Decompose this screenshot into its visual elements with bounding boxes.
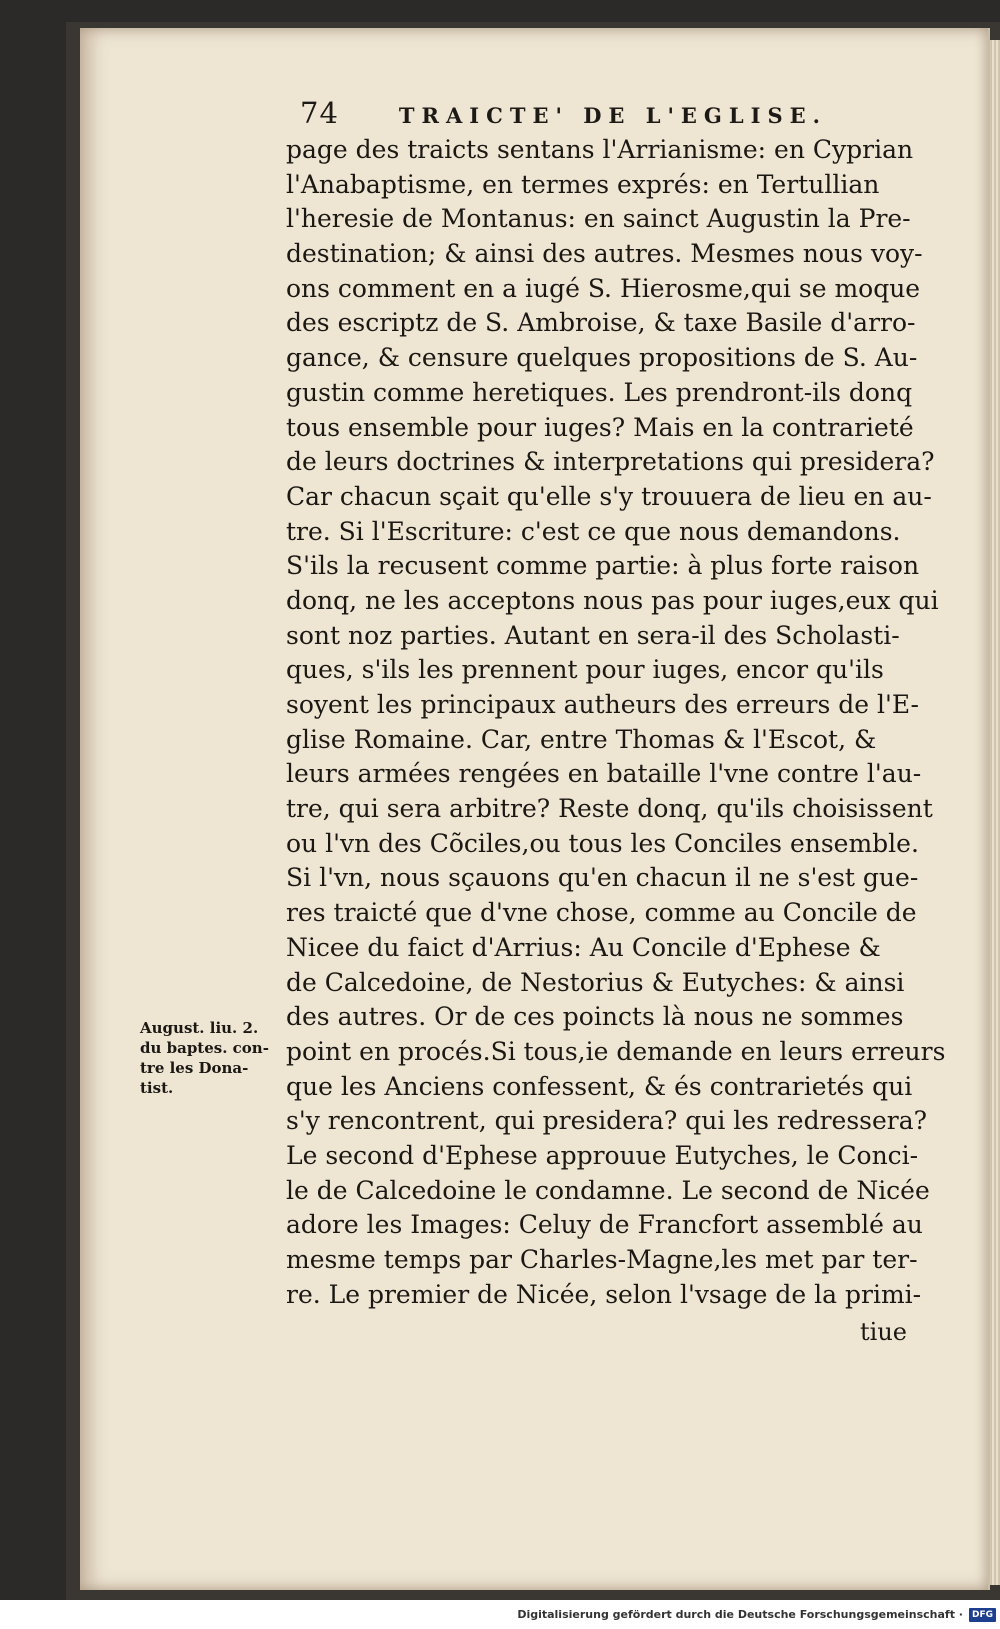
- text-line: adore les Images: Celuy de Francfort assemblé au: [286, 1210, 923, 1240]
- text-line: leurs armées rengées en bataille l'vne contre l'au-: [286, 759, 922, 789]
- text-line: S'ils la recusent comme partie: à plus forte raison: [286, 551, 920, 581]
- text-line: Si l'vn, nous sçauons qu'en chacun il ne s'est gue-: [286, 863, 919, 893]
- footer-bar: [0, 1600, 1000, 1629]
- page-number: 74: [300, 96, 339, 130]
- marginal-note: [140, 1018, 268, 1098]
- text-line: s'y rencontrent, qui presidera? qui les redressera?: [286, 1106, 928, 1136]
- text-line: tre, qui sera arbitre? Reste donq, qu'ils choisissent: [286, 794, 933, 824]
- text-line: tous ensemble pour iuges? Mais en la contrarieté: [286, 412, 914, 442]
- text-line: de leurs doctrines & interpretations qui presidera?: [286, 447, 935, 477]
- text-line: gance, & censure quelques propositions de S. Au-: [286, 343, 918, 373]
- text-line: des autres. Or de ces poincts là nous ne sommes: [286, 1002, 904, 1032]
- marginal-note-line: du baptes. con-: [140, 1039, 269, 1057]
- text-line: page des traicts sentans l'Arrianisme: en Cyprian: [286, 135, 914, 164]
- marginal-note-line: August. liu. 2.: [140, 1019, 259, 1037]
- text-line: destination; & ainsi des autres. Mesmes nous voy-: [286, 239, 923, 269]
- text-line: point en procés.Si tous,ie demande en leurs erreurs: [286, 1036, 946, 1066]
- footer-credit: Digitalisierung gefördert durch die Deutsche Forschungsgemeinschaft ·: [517, 1608, 963, 1621]
- text-line: tre. Si l'Escriture: c'est ce que nous demandons.: [286, 516, 901, 546]
- catchword: tiue: [860, 1318, 907, 1346]
- text-line: que les Anciens confessent, & és contrarietés qui: [286, 1071, 913, 1101]
- text-line: ques, s'ils les prennent pour iuges, encor qu'ils: [286, 655, 884, 685]
- text-line: re. Le premier de Nicée, selon l'vsage de la primi-: [286, 1279, 922, 1309]
- text-line: Le second d'Ephese approuue Eutyches, le Conci-: [286, 1140, 919, 1170]
- text-line: soyent les principaux autheurs des erreurs de l'E-: [286, 690, 920, 719]
- text-line: des escriptz de S. Ambroise, & taxe Basile d'arro-: [286, 308, 916, 338]
- text-line: l'heresie de Montanus: en sainct Augustin la Pre-: [286, 204, 911, 234]
- running-head: [300, 96, 860, 130]
- running-title: TRAICTE' DE L'EGLISE.: [398, 103, 827, 128]
- marginal-note-line: tre les Dona-: [140, 1059, 249, 1077]
- text-line: mesme temps par Charles-Magne,les met par ter-: [286, 1245, 918, 1274]
- text-line: le de Calcedoine le condamne. Le second de Nicée: [286, 1175, 930, 1205]
- text-line: glise Romaine. Car, entre Thomas & l'Escot, &: [286, 724, 877, 754]
- text-line: de Calcedoine, de Nestorius & Eutyches: & ainsi: [286, 967, 905, 997]
- text-line: sont noz parties. Autant en sera-il des Scholasti-: [286, 620, 900, 650]
- text-line: ons comment en a iugé S. Hierosme,qui se moque: [286, 273, 921, 303]
- text-line: l'Anabaptisme, en termes exprés: en Tertullian: [286, 169, 880, 199]
- text-line: res traicté que d'vne chose, comme au Concile de: [286, 898, 917, 928]
- text-line: Car chacun sçait qu'elle s'y trouuera de lieu en au-: [286, 481, 932, 511]
- text-line: donq, ne les acceptons nous pas pour iuges,eux qui: [286, 585, 939, 615]
- marginal-note-line: tist.: [140, 1079, 174, 1097]
- text-line: gustin comme heretiques. Les prendront-ils donq: [286, 377, 913, 407]
- body-text: [286, 133, 958, 1312]
- text-line: ou l'vn des Cõciles,ou tous les Conciles ensemble.: [286, 828, 919, 858]
- text-line: Nicee du faict d'Arrius: Au Concile d'Ephese &: [286, 932, 881, 962]
- dfg-logo-icon: DFG: [969, 1608, 996, 1622]
